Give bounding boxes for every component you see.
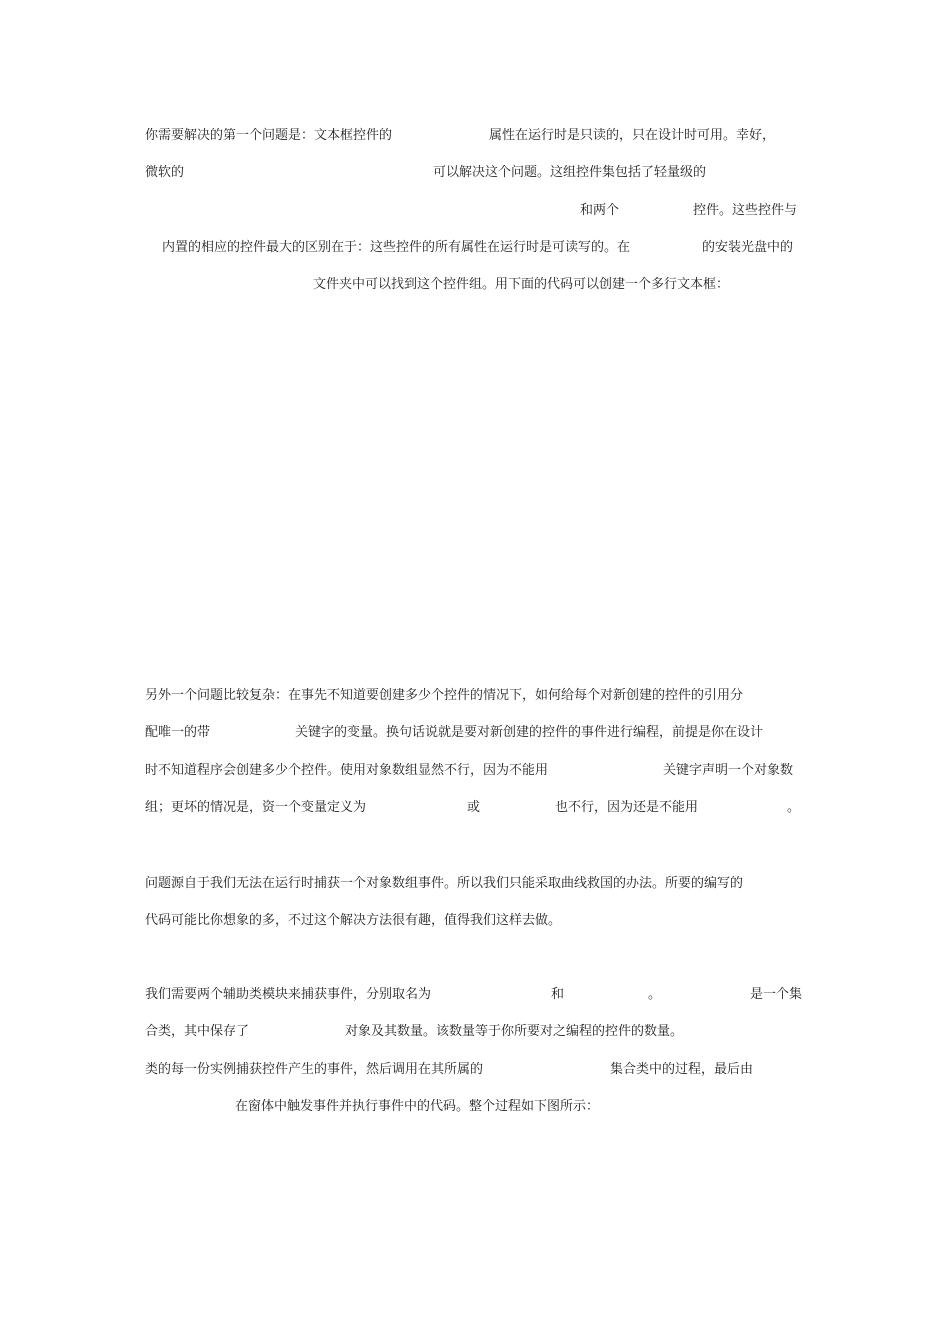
text-segment: 和两个 xyxy=(580,203,620,218)
text-segment: 。 xyxy=(648,987,662,1002)
text-segment: 在窗体中触发事件并执行事件中的代码。整个过程如下图所示： xyxy=(235,1099,600,1114)
text-segment: 问题源自于我们无法在运行时捕获一个对象数组事件。所以我们只能采取曲线救国的办法。所要的编写的 xyxy=(145,876,744,891)
text-segment: 的安装光盘中的 xyxy=(702,240,794,255)
text-segment: 关键字的变量。换句话说就是要对新创建的控件的事件进行编程，前提是你在设计 xyxy=(295,725,764,740)
text-segment: 和 xyxy=(551,987,565,1002)
text-segment: 属性在运行时是只读的，只在设计时可用。幸好， xyxy=(489,128,776,143)
text-segment: 我们需要两个辅助类模块来捕获事件，分别取名为 xyxy=(145,987,432,1002)
text-segment: 类的每一份实例捕获控件产生的事件，然后调用在其所属的 xyxy=(145,1062,484,1077)
text-segment: 另外一个问题比较复杂：在事先不知道要创建多少个控件的情况下，如何给每个对新创建的控件的引用分 xyxy=(145,688,744,703)
text-segment: 是一个集 xyxy=(750,987,803,1002)
text-segment: 内置的相应的控件最大的区别在于：这些控件的所有属性在运行时是可读写的。在 xyxy=(162,240,631,255)
text-segment: 对象及其数量。该数量等于你所要对之编程的控件的数量。 xyxy=(345,1024,684,1039)
text-segment: 组；更坏的情况是，资一个变量定义为 xyxy=(145,800,367,815)
text-segment: 你需要解决的第一个问题是：文本框控件的 xyxy=(145,128,393,143)
text-segment: 或 xyxy=(467,800,481,815)
text-segment: 控件。这些控件与 xyxy=(693,203,798,218)
text-segment: 代码可能比你想象的多，不过这个解决方法很有趣，值得我们这样去做。 xyxy=(145,913,562,928)
text-segment: 也不行，因为还是不能用 xyxy=(555,800,699,815)
text-segment: 。 xyxy=(787,800,801,815)
text-segment: 文件夹中可以找到这个控件组。用下面的代码可以创建一个多行文本框： xyxy=(313,277,730,292)
text-segment: 可以解决这个问题。这组控件集包括了轻量级的 xyxy=(433,165,707,180)
text-segment: 关键字声明一个对象数 xyxy=(663,763,794,778)
text-segment: 合类，其中保存了 xyxy=(145,1024,250,1039)
text-segment: 时不知道程序会创建多少个控件。使用对象数组显然不行，因为不能用 xyxy=(145,763,549,778)
text-segment: 微软的 xyxy=(145,165,185,180)
text-segment: 集合类中的过程，最后由 xyxy=(610,1062,754,1077)
text-segment: 配唯一的带 xyxy=(145,725,211,740)
